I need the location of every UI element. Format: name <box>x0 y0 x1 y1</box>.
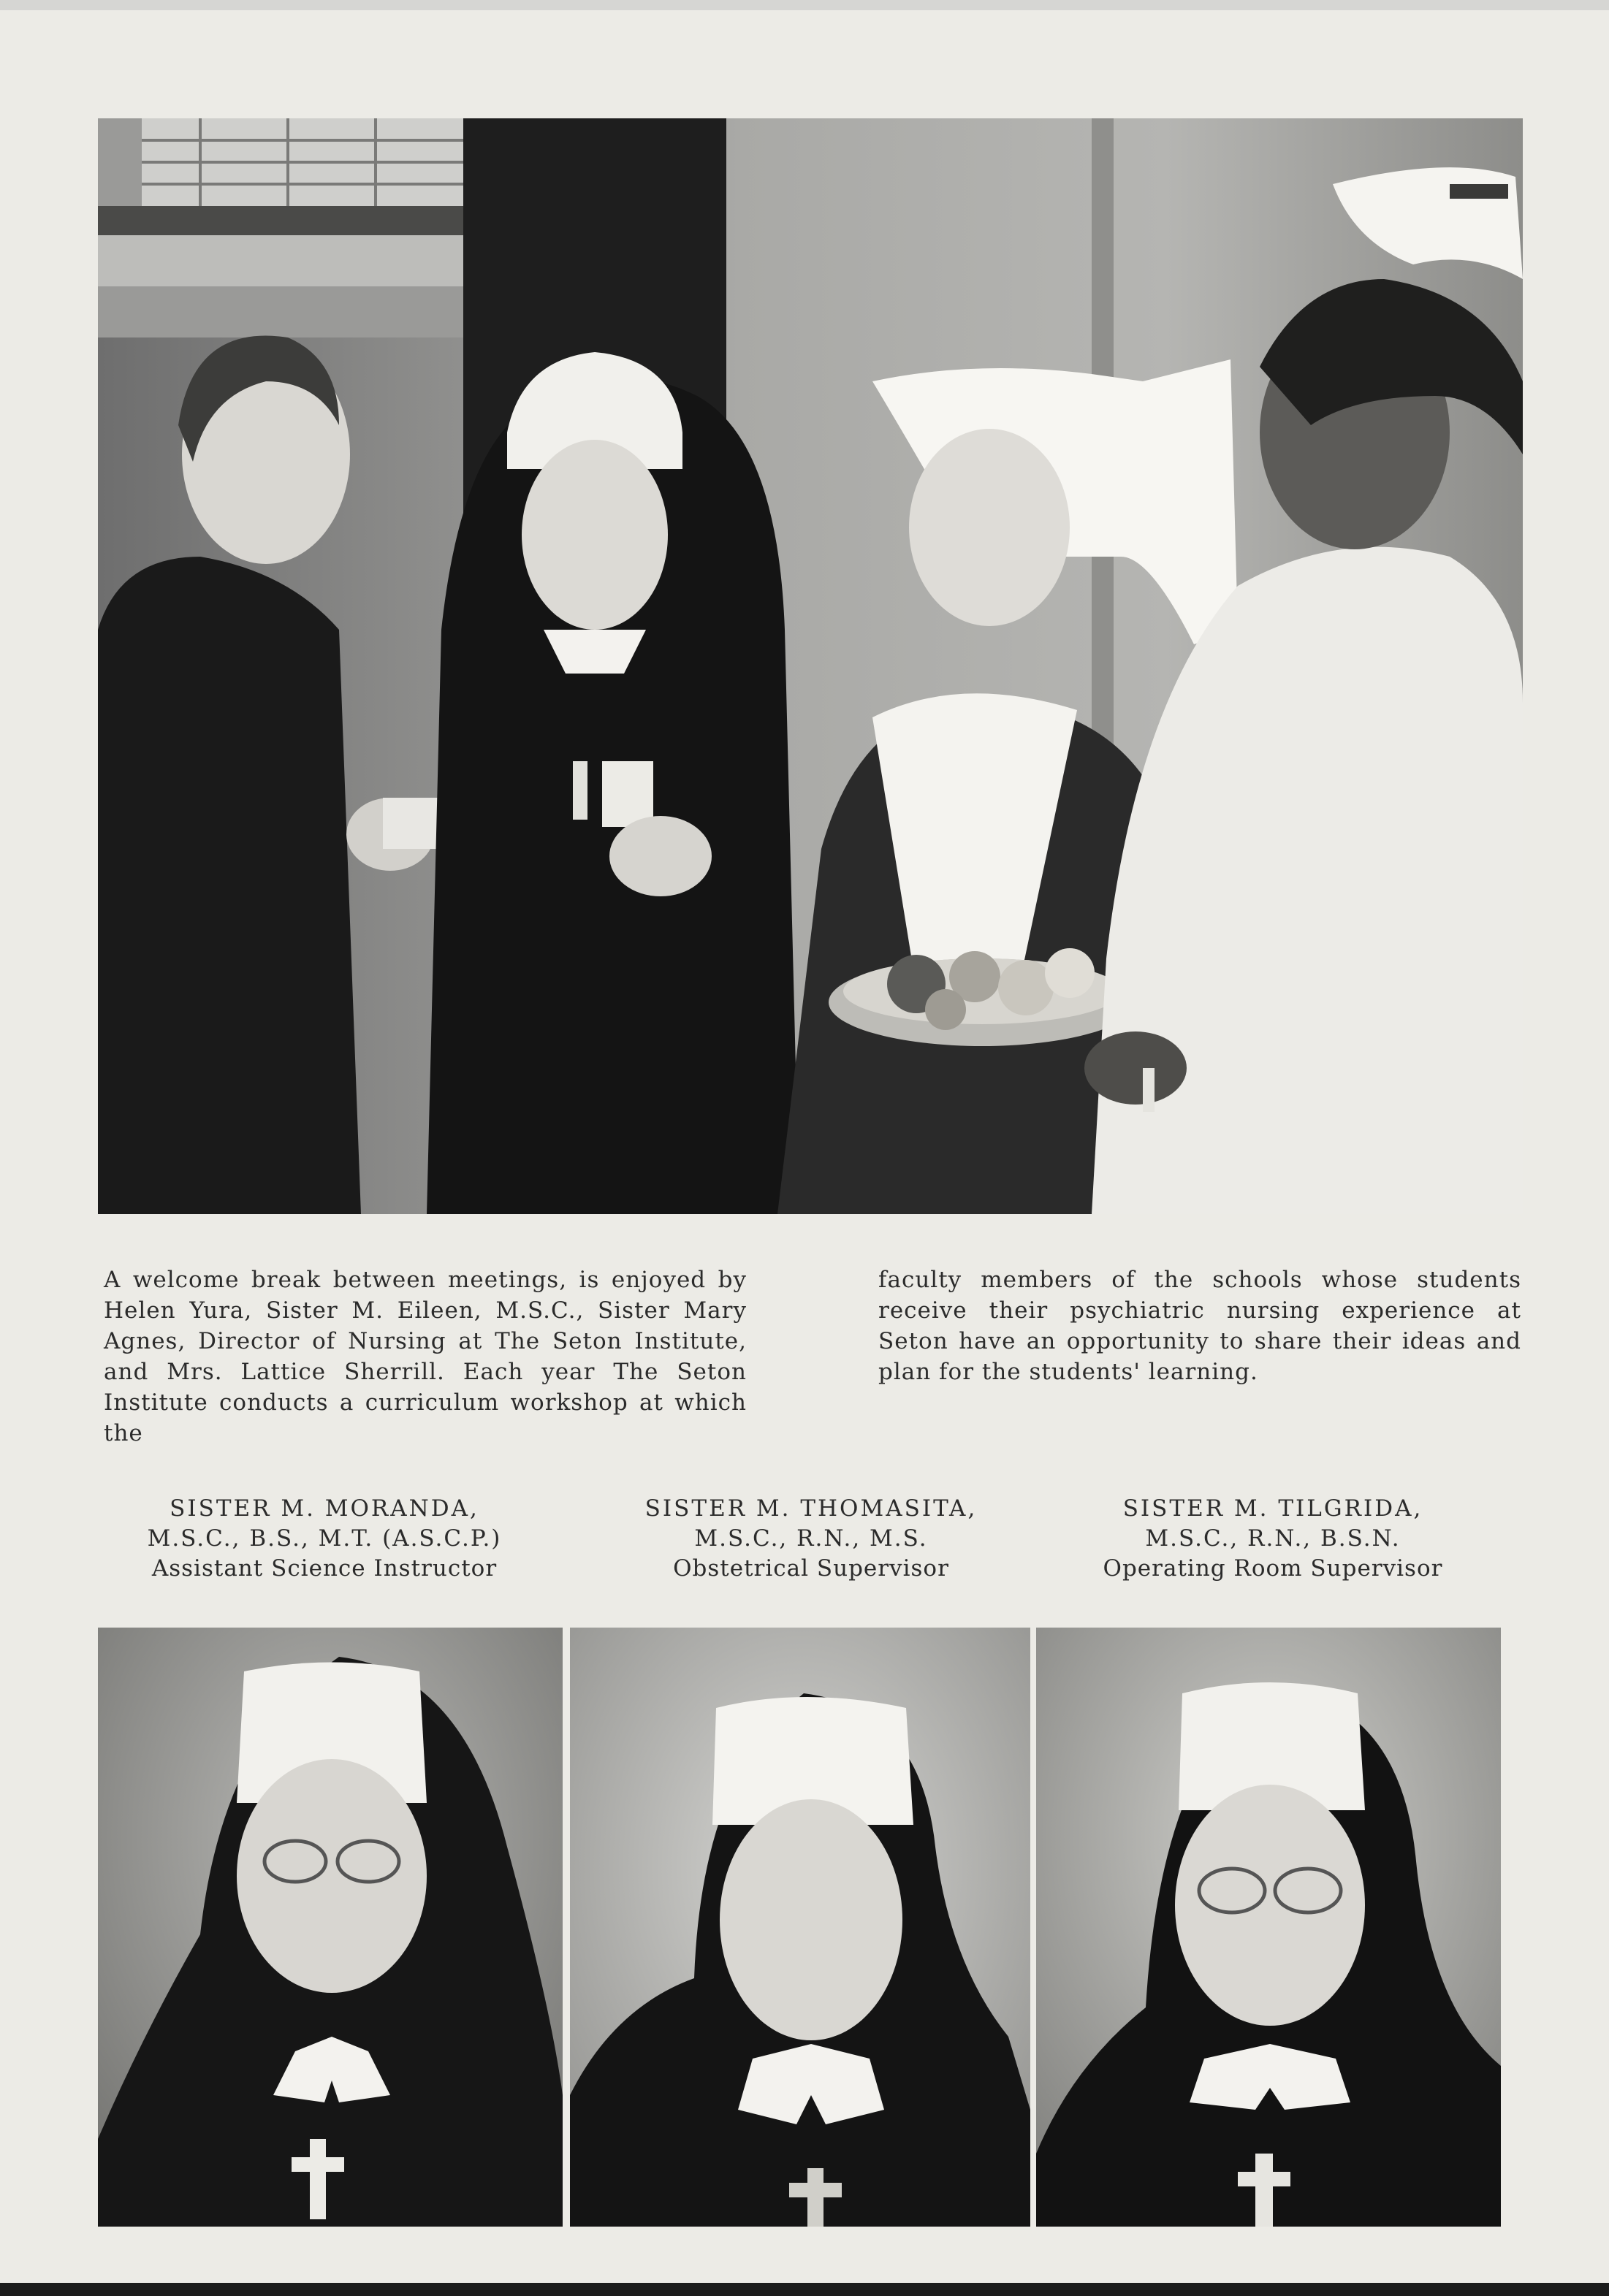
staff-credit <box>1039 1494 1507 1584</box>
group-photo <box>98 118 1523 1214</box>
staff-credit <box>91 1494 558 1584</box>
portrait-photo <box>1036 1628 1501 2227</box>
portrait-photo <box>570 1628 1030 2227</box>
scan-top-edge <box>0 0 1609 10</box>
staff-degrees: M.S.C., R.N., M.S. <box>694 1525 928 1552</box>
photo-caption-left: A welcome break between meetings, is enjoyed by Helen Yura, Sister M. Eileen, M.S.C., Sister Mary Agnes, Director of Nursing at The Seton Institute, and Mrs. Lattice Sherrill. Each year The Seton Institute conducts a curriculum workshop at which the <box>104 1267 747 1446</box>
scan-bottom-edge <box>0 2283 1609 2296</box>
staff-credit <box>577 1494 1045 1584</box>
photo-caption-right: faculty members of the schools whose students receive their psychiatric nursing experience at Seton have an opportunity to share their ideas and plan for the students' learning. <box>878 1267 1521 1385</box>
portrait-photo <box>98 1628 563 2227</box>
staff-role: Obstetrical Supervisor <box>673 1555 949 1582</box>
staff-role: Assistant Science Instructor <box>151 1555 498 1582</box>
staff-role: Operating Room Supervisor <box>1103 1555 1443 1582</box>
staff-degrees: M.S.C., B.S., M.T. (A.S.C.P.) <box>147 1525 502 1552</box>
staff-name: SISTER M. THOMASITA, <box>644 1495 978 1522</box>
staff-degrees: M.S.C., R.N., B.S.N. <box>1145 1525 1401 1552</box>
staff-name: SISTER M. MORANDA, <box>170 1495 479 1522</box>
staff-name: SISTER M. TILGRIDA, <box>1122 1495 1423 1522</box>
